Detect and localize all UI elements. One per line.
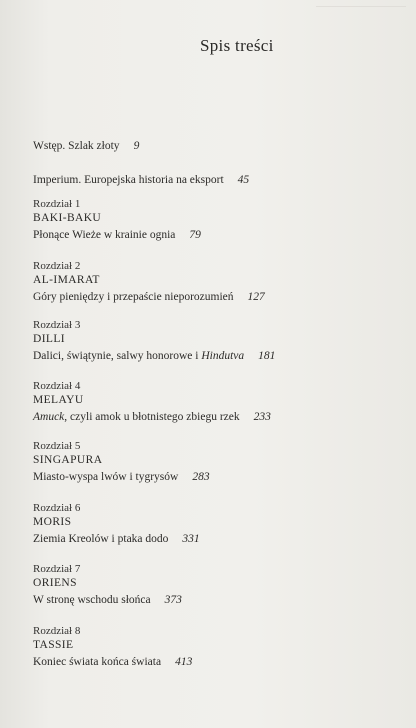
- toc-entry-imperium: [33, 173, 249, 187]
- chapter-name: ORIENS: [33, 577, 77, 589]
- chapter-name: DILLI: [33, 333, 66, 345]
- page-edge: [316, 0, 406, 7]
- chapter-name: SINGAPURA: [33, 454, 103, 466]
- chapter-page: 233: [253, 411, 271, 423]
- chapter-subtitle-italic: Amuck: [33, 411, 65, 423]
- chapter-subtitle: Dalici, świątynie, salwy honorowe i: [33, 350, 202, 362]
- chapter-name: MORIS: [33, 516, 72, 528]
- page-title: Spis treści: [200, 36, 274, 55]
- chapter-page: 331: [182, 533, 200, 545]
- chapter-name: BAKI-BAKU: [33, 212, 102, 224]
- toc-chapter-5: [33, 439, 210, 484]
- chapter-label: Rozdział 5: [33, 440, 81, 452]
- chapter-label: Rozdział 2: [33, 260, 81, 272]
- entry-text: Wstęp. Szlak złoty: [33, 140, 120, 152]
- entry-text: Imperium. Europejska historia na eksport: [33, 174, 224, 186]
- chapter-label: Rozdział 6: [33, 502, 81, 514]
- chapter-page: 79: [189, 229, 201, 241]
- chapter-label: Rozdział 1: [33, 198, 81, 210]
- chapter-name: TASSIE: [33, 639, 74, 651]
- chapter-subtitle: Ziemia Kreolów i ptaka dodo: [33, 533, 169, 545]
- chapter-label: Rozdział 4: [33, 380, 81, 392]
- toc-chapter-2: [33, 259, 265, 304]
- toc-chapter-4: [33, 379, 271, 424]
- chapter-page: 373: [164, 594, 182, 606]
- chapter-page: 181: [258, 350, 276, 362]
- chapter-page: 283: [192, 471, 210, 483]
- chapter-name: MELAYU: [33, 394, 84, 406]
- entry-page: 45: [237, 174, 250, 186]
- toc-chapter-7: [33, 562, 182, 607]
- entry-page: 9: [133, 140, 140, 152]
- toc-chapter-3: [33, 318, 275, 363]
- chapter-page: 413: [175, 656, 193, 668]
- chapter-subtitle: Koniec świata końca świata: [33, 656, 162, 668]
- chapter-subtitle: Miasto-wyspa lwów i tygrysów: [33, 471, 179, 483]
- chapter-subtitle: Płonące Wieże w krainie ognia: [33, 229, 176, 241]
- toc-chapter-1: [33, 197, 201, 242]
- toc-entry-intro: [33, 139, 139, 153]
- chapter-subtitle: , czyli amok u błotnistego zbiegu rzek: [64, 411, 240, 423]
- toc-chapter-8: [33, 624, 192, 669]
- chapter-subtitle: W stronę wschodu słońca: [33, 594, 151, 606]
- chapter-subtitle: Góry pieniędzy i przepaście nieporozumień: [33, 291, 234, 303]
- chapter-page: 127: [247, 291, 265, 303]
- toc-chapter-6: [33, 501, 200, 546]
- chapter-subtitle-italic: Hindutva: [201, 350, 245, 362]
- chapter-label: Rozdział 3: [33, 319, 81, 331]
- chapter-label: Rozdział 7: [33, 563, 81, 575]
- chapter-name: AL-IMARAT: [33, 274, 100, 286]
- chapter-label: Rozdział 8: [33, 625, 81, 637]
